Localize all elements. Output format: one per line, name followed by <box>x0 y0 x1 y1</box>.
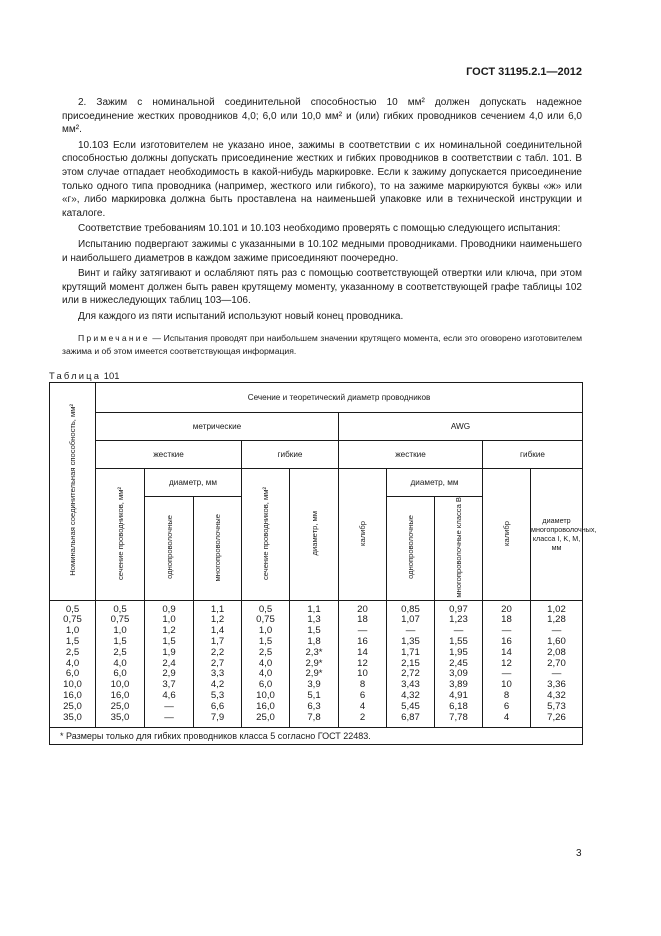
table-cell: 4,91 <box>435 691 483 702</box>
table-cell: 6 <box>483 702 531 713</box>
table-cell: 4,0 <box>242 659 290 670</box>
table-cell: 1,0 <box>145 615 194 626</box>
table-cell: 1,60 <box>531 637 583 648</box>
table-cell: 4,0 <box>96 659 145 670</box>
table-cell: 10,0 <box>242 691 290 702</box>
table-caption-word: Таблица <box>49 370 102 381</box>
col-nominal-header: Номинальная соединительная способность, мм² <box>50 383 96 601</box>
table-cell: 0,5 <box>242 600 290 615</box>
col-gauge-flex: калибр <box>483 469 531 601</box>
table-cell: 25,0 <box>242 713 290 728</box>
document-header: ГОСТ 31195.2.1—2012 <box>466 66 582 78</box>
table-cell: 14 <box>339 648 387 659</box>
table-cell: 8 <box>483 691 531 702</box>
table-cell: 10,0 <box>50 680 96 691</box>
table-cell: 16,0 <box>50 691 96 702</box>
table-cell: — <box>145 702 194 713</box>
paragraph: 10.103 Если изготовителем не указано иное, зажимы в соответствии с их номинальной соединительной способностью должны допускать присоединение жестких и гибких проводников в соответствии с табл. 101. В этом случае отпадает необходимость в какой-нибудь маркировке. Если к зажиму допускается присоединение только одного типа проводника (например, жесткого или гибкого), то на зажиме маркируются буквы «ж» или «г», либо маркировка должна быть проставлена на наименьшей упаковке или в технической инструкции и каталоге. <box>62 139 582 219</box>
table-cell: 2,2 <box>194 648 242 659</box>
table-caption <box>49 370 119 381</box>
table-cell: 1,35 <box>387 637 435 648</box>
table-cell: 4,6 <box>145 691 194 702</box>
table-cell: 1,07 <box>387 615 435 626</box>
table-cell: 1,0 <box>50 626 96 637</box>
table-cell: — <box>435 626 483 637</box>
col-diam-flex: диаметр, мм <box>290 469 339 601</box>
table-cell: 3,9 <box>290 680 339 691</box>
table-cell: 2,9* <box>290 669 339 680</box>
table-cell: 18 <box>339 615 387 626</box>
table-cell: 1,5 <box>145 637 194 648</box>
table-cell: 16 <box>483 637 531 648</box>
table-cell: 35,0 <box>50 713 96 728</box>
sub-flex-awg: гибкие <box>483 441 583 469</box>
table-cell: 4,2 <box>194 680 242 691</box>
table-cell: 16,0 <box>96 691 145 702</box>
table-cell: 4 <box>339 702 387 713</box>
table-cell: 3,89 <box>435 680 483 691</box>
table-cell: 3,09 <box>435 669 483 680</box>
table-cell: 2,15 <box>387 659 435 670</box>
group-metric: метрические <box>96 413 339 441</box>
conductor-table <box>49 382 597 745</box>
table-cell: 10 <box>483 680 531 691</box>
table-cell: 5,73 <box>531 702 583 713</box>
table-cell: 4,0 <box>242 669 290 680</box>
table-cell: 16 <box>339 637 387 648</box>
table-cell: 1,8 <box>290 637 339 648</box>
table-cell: 6,18 <box>435 702 483 713</box>
table-cell: 35,0 <box>96 713 145 728</box>
diam-awg-header: диаметр, мм <box>387 469 483 497</box>
table-cell: 1,9 <box>145 648 194 659</box>
table-cell: 1,1 <box>194 600 242 615</box>
note <box>62 332 582 358</box>
table-cell: 2,5 <box>242 648 290 659</box>
table-cell: 2,72 <box>387 669 435 680</box>
table-cell: 14 <box>483 648 531 659</box>
diam-metric-header: диаметр, мм <box>145 469 242 497</box>
table-cell: 1,4 <box>194 626 242 637</box>
table-cell: 20 <box>483 600 531 615</box>
table-row <box>50 600 583 615</box>
table-cell: 25,0 <box>50 702 96 713</box>
table-cell: 1,5 <box>242 637 290 648</box>
table-cell: — <box>531 669 583 680</box>
table-cell: 1,5 <box>50 637 96 648</box>
table-cell: 7,9 <box>194 713 242 728</box>
table-cell: 2 <box>339 713 387 728</box>
table-row <box>50 713 583 728</box>
table-cell: 6,0 <box>50 669 96 680</box>
table-cell: 2,45 <box>435 659 483 670</box>
table-cell: 1,7 <box>194 637 242 648</box>
table-cell: 1,95 <box>435 648 483 659</box>
table-cell: 0,5 <box>96 600 145 615</box>
table-cell: 0,85 <box>387 600 435 615</box>
table-cell: 5,45 <box>387 702 435 713</box>
table-cell: 1,5 <box>96 637 145 648</box>
table-cell: 1,0 <box>242 626 290 637</box>
table-cell: 3,43 <box>387 680 435 691</box>
table-cell: 5,1 <box>290 691 339 702</box>
table-cell: 6,3 <box>290 702 339 713</box>
table-cell: 1,1 <box>290 600 339 615</box>
col-multi: многопроволочные <box>194 497 242 601</box>
table-cell: 2,3* <box>290 648 339 659</box>
table-cell: 1,23 <box>435 615 483 626</box>
table-cell: 18 <box>483 615 531 626</box>
paragraph: Соответствие требованиям 10.101 и 10.103 необходимо проверять с помощью следующего испытания: <box>78 223 561 235</box>
table-cell: 1,2 <box>145 626 194 637</box>
table-cell: 10,0 <box>96 680 145 691</box>
table-cell: 10 <box>339 669 387 680</box>
table-cell: 1,71 <box>387 648 435 659</box>
table-cell: — <box>483 626 531 637</box>
table-cell: 2,7 <box>194 659 242 670</box>
table-cell: 6,87 <box>387 713 435 728</box>
page-number: 3 <box>576 848 582 859</box>
col-section-rigid: сечение проводников, мм² <box>96 469 145 601</box>
table-cell: 2,70 <box>531 659 583 670</box>
table-cell: 0,5 <box>50 600 96 615</box>
table-cell: 1,55 <box>435 637 483 648</box>
table-cell: 2,9* <box>290 659 339 670</box>
paragraph: Испытанию подвергают зажимы с указанными в 10.102 медными проводниками. Проводники наименьшего и наибольшего диаметров в каждом зажиме присоединяют поочередно. <box>62 238 582 264</box>
table-main-header: Сечение и теоретический диаметр проводников <box>96 383 583 413</box>
note-label: Примечание <box>78 332 150 343</box>
table-cell: 2,5 <box>50 648 96 659</box>
table-cell: 0,75 <box>96 615 145 626</box>
group-awg: AWG <box>339 413 583 441</box>
table-cell: 6,0 <box>242 680 290 691</box>
table-cell: 1,3 <box>290 615 339 626</box>
table-row <box>50 702 583 713</box>
table-cell: 3,7 <box>145 680 194 691</box>
paragraph: Винт и гайку затягивают и ослабляют пять раз с помощью соответствующей отвертки или ключа, при этом крутящий момент должен быть равен крутящему моменту, указанному в соответствующей графе таблицы 102 или в нижеследующих таблиц 103—106. <box>62 268 582 307</box>
table-cell: 8 <box>339 680 387 691</box>
sub-flex-metric: гибкие <box>242 441 339 469</box>
table-cell: 1,0 <box>96 626 145 637</box>
table-cell: 4,0 <box>50 659 96 670</box>
note-text: — Испытания проводят при наибольшем значении крутящего момента, если это оговорено изготовителем зажима и об этом имеется соответствующая информация. <box>62 332 582 356</box>
table-cell: 0,75 <box>242 615 290 626</box>
table-cell: 7,78 <box>435 713 483 728</box>
table-cell: 0,75 <box>50 615 96 626</box>
table-cell: 1,02 <box>531 600 583 615</box>
table-cell: 2,5 <box>96 648 145 659</box>
table-cell: 0,97 <box>435 600 483 615</box>
table-cell: 16,0 <box>242 702 290 713</box>
table-cell: 4,32 <box>531 691 583 702</box>
col-diam-flex-awg: диаметр многопроволочных, класса I, K, M, мм <box>531 469 583 601</box>
col-single: однопроволочные <box>145 497 194 601</box>
table-cell: — <box>145 713 194 728</box>
table-cell: 12 <box>483 659 531 670</box>
paragraph: Для каждого из пяти испытаний используют новый конец проводника. <box>78 310 404 322</box>
table-cell: 4,32 <box>387 691 435 702</box>
table-cell: 1,2 <box>194 615 242 626</box>
table-cell: 4 <box>483 713 531 728</box>
col-section-flex: сечение проводников, мм² <box>242 469 290 601</box>
paragraph: 2. Зажим с номинальной соединительной способностью 10 мм² должен допускать надежное присоединение жестких проводников 4,0; 6,0 или 10,0 мм² и (или) гибких проводников сечением 4,0 или 6,0 мм². <box>62 97 582 136</box>
table-cell: 0,9 <box>145 600 194 615</box>
table-cell: 1,5 <box>290 626 339 637</box>
table-cell: 3,3 <box>194 669 242 680</box>
table-cell: 7,26 <box>531 713 583 728</box>
table-cell: 12 <box>339 659 387 670</box>
table-cell: 1,28 <box>531 615 583 626</box>
col-single-awg: однопроволочные <box>387 497 435 601</box>
sub-rigid-awg: жесткие <box>339 441 483 469</box>
table-cell: 5,3 <box>194 691 242 702</box>
table-cell: — <box>483 669 531 680</box>
sub-rigid-metric: жесткие <box>96 441 242 469</box>
table-cell: 25,0 <box>96 702 145 713</box>
table-cell: 20 <box>339 600 387 615</box>
table-cell: — <box>339 626 387 637</box>
col-gauge: калибр <box>339 469 387 601</box>
table-caption-number: 101 <box>103 370 120 381</box>
table-footnote: * Размеры только для гибких проводников класса 5 согласно ГОСТ 22483. <box>50 728 583 745</box>
col-multi-awg: многопроволочные класса B <box>435 497 483 601</box>
body-text <box>62 96 582 360</box>
table-cell: 6,6 <box>194 702 242 713</box>
table-cell: 6,0 <box>96 669 145 680</box>
table-row <box>50 648 583 659</box>
table-cell: 2,4 <box>145 659 194 670</box>
table-cell: 3,36 <box>531 680 583 691</box>
table-cell: 2,08 <box>531 648 583 659</box>
table-cell: 2,9 <box>145 669 194 680</box>
table-cell: — <box>387 626 435 637</box>
table-cell: 6 <box>339 691 387 702</box>
table-cell: 7,8 <box>290 713 339 728</box>
table-cell: — <box>531 626 583 637</box>
